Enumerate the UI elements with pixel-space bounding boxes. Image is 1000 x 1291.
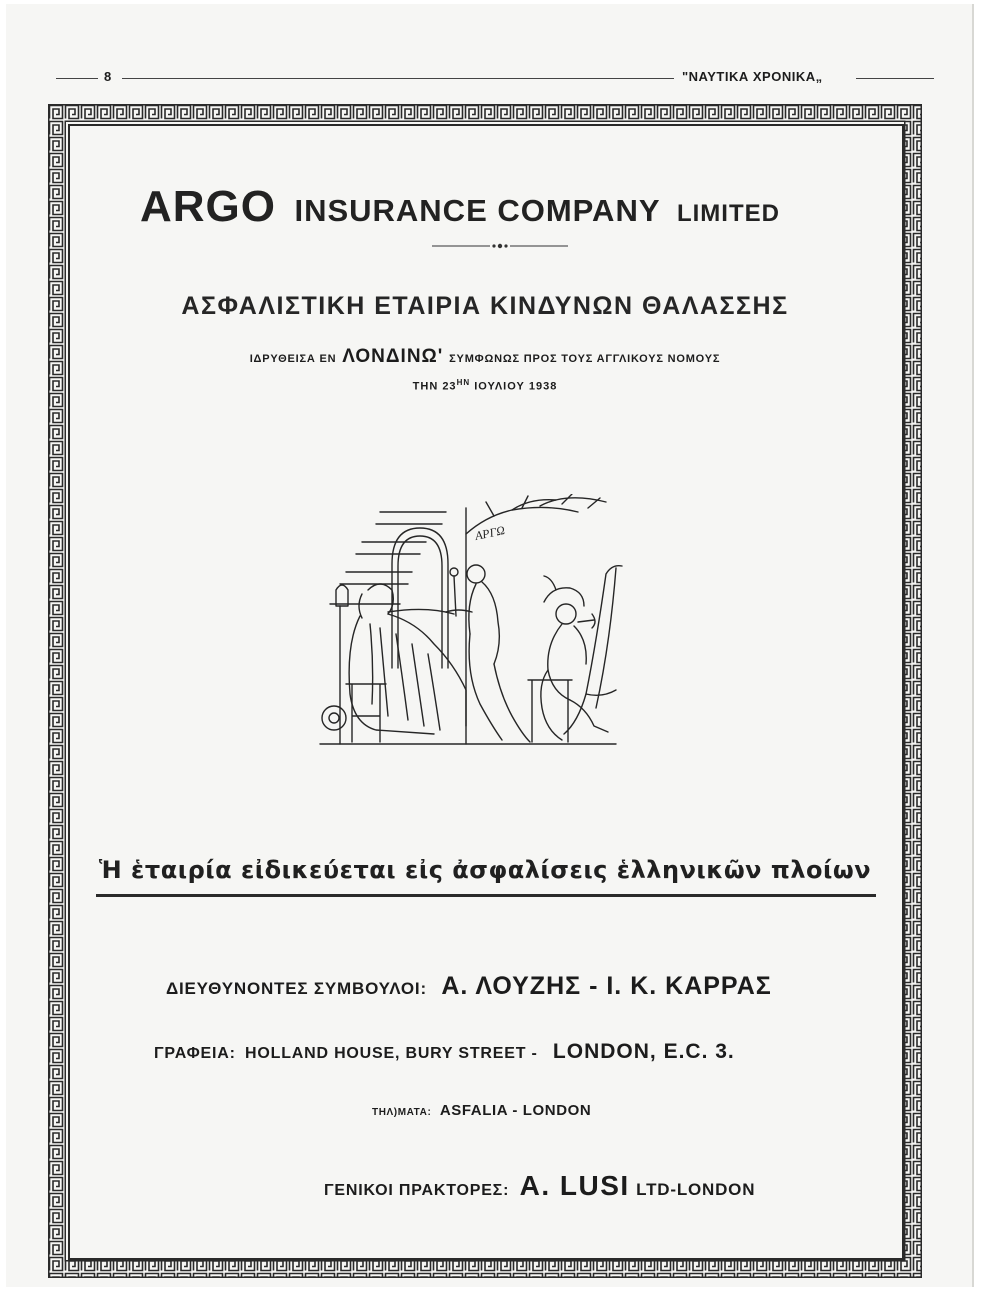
date-superscript: ΗΝ [456, 378, 471, 387]
newspaper-page [6, 4, 974, 1287]
agents-suffix: LTD-LONDON [636, 1180, 756, 1199]
running-head-rule-left [56, 78, 98, 79]
agents-line [324, 1170, 755, 1202]
founding-date [48, 378, 922, 393]
directors-label: ΔΙΕΥΘΥΝΟΝΤΕΣ ΣΥΜΒΟΥΛΟΙ: [166, 979, 427, 998]
company-name-suffix: LIMITED [676, 200, 780, 227]
advert-frame [48, 104, 922, 1278]
agents-label: ΓΕΝΙΚΟΙ ΠΡΑΚΤΟΡΕΣ: [324, 1182, 510, 1199]
founded-city: ΛΟΝΔΙΝΩ' [342, 346, 444, 367]
directors-names: Α. ΛΟΥΖΗΣ - Ι. Κ. ΚΑΡΡΑΣ [441, 972, 772, 1000]
running-head-rule-middle [122, 78, 674, 79]
telegrams-line [372, 1102, 591, 1120]
greek-company-name: ΑΣΦΑΛΙΣΤΙΚΗ ΕΤΑΙΡΙΑ ΚΙΝΔΥΝΩΝ ΘΑΛΑΣΣΗΣ [181, 292, 789, 320]
founded-line [48, 346, 922, 368]
company-name [140, 182, 860, 232]
offices-line [154, 1040, 735, 1064]
offices-address: HOLLAND HOUSE, BURY STREET - [245, 1045, 538, 1062]
argo-vase-illustration [316, 494, 626, 754]
offices-city: LONDON, E.C. 3. [552, 1040, 735, 1063]
date-prefix: ΤΗΝ 23 [412, 380, 457, 393]
agents-name: A. LUSI [519, 1170, 630, 1201]
telegrams-address: ASFALIA - LONDON [439, 1102, 592, 1119]
company-name-main: ARGO [140, 182, 276, 231]
date-suffix: ΙΟΥΛΙΟΥ 1938 [474, 380, 558, 393]
illustration-inscription: ΑΡΓΩ [473, 522, 507, 543]
telegrams-label: ΤΗΛ)ΜΑΤΑ: [372, 1107, 432, 1118]
slogan-rule [96, 894, 876, 897]
specialty-slogan: Ἡ ἑταιρία εἰδικεύεται εἰς ἀσφαλίσεις ἑλληνικῶν πλοίων [98, 856, 872, 884]
publication-title: "ΝΑΥΤΙΚΑ ΧΡΟΝΙΚΑ„ [682, 69, 823, 84]
founded-suffix: ΣΥΜΦΩΝΩΣ ΠΡΟΣ ΤΟΥΣ ΑΓΓΛΙΚΟΥΣ ΝΟΜΟΥΣ [449, 353, 721, 365]
founded-prefix: ΙΔΡΥΘΕΙΣΑ ΕΝ [249, 353, 337, 365]
running-head-rule-right [856, 78, 934, 79]
page-number: 8 [104, 69, 112, 84]
directors-line [166, 972, 772, 1001]
offices-label: ΓΡΑΦΕΙΑ: [154, 1045, 236, 1062]
title-ornament [432, 242, 568, 250]
company-name-rest: INSURANCE COMPANY [294, 193, 661, 228]
running-head [56, 68, 934, 88]
